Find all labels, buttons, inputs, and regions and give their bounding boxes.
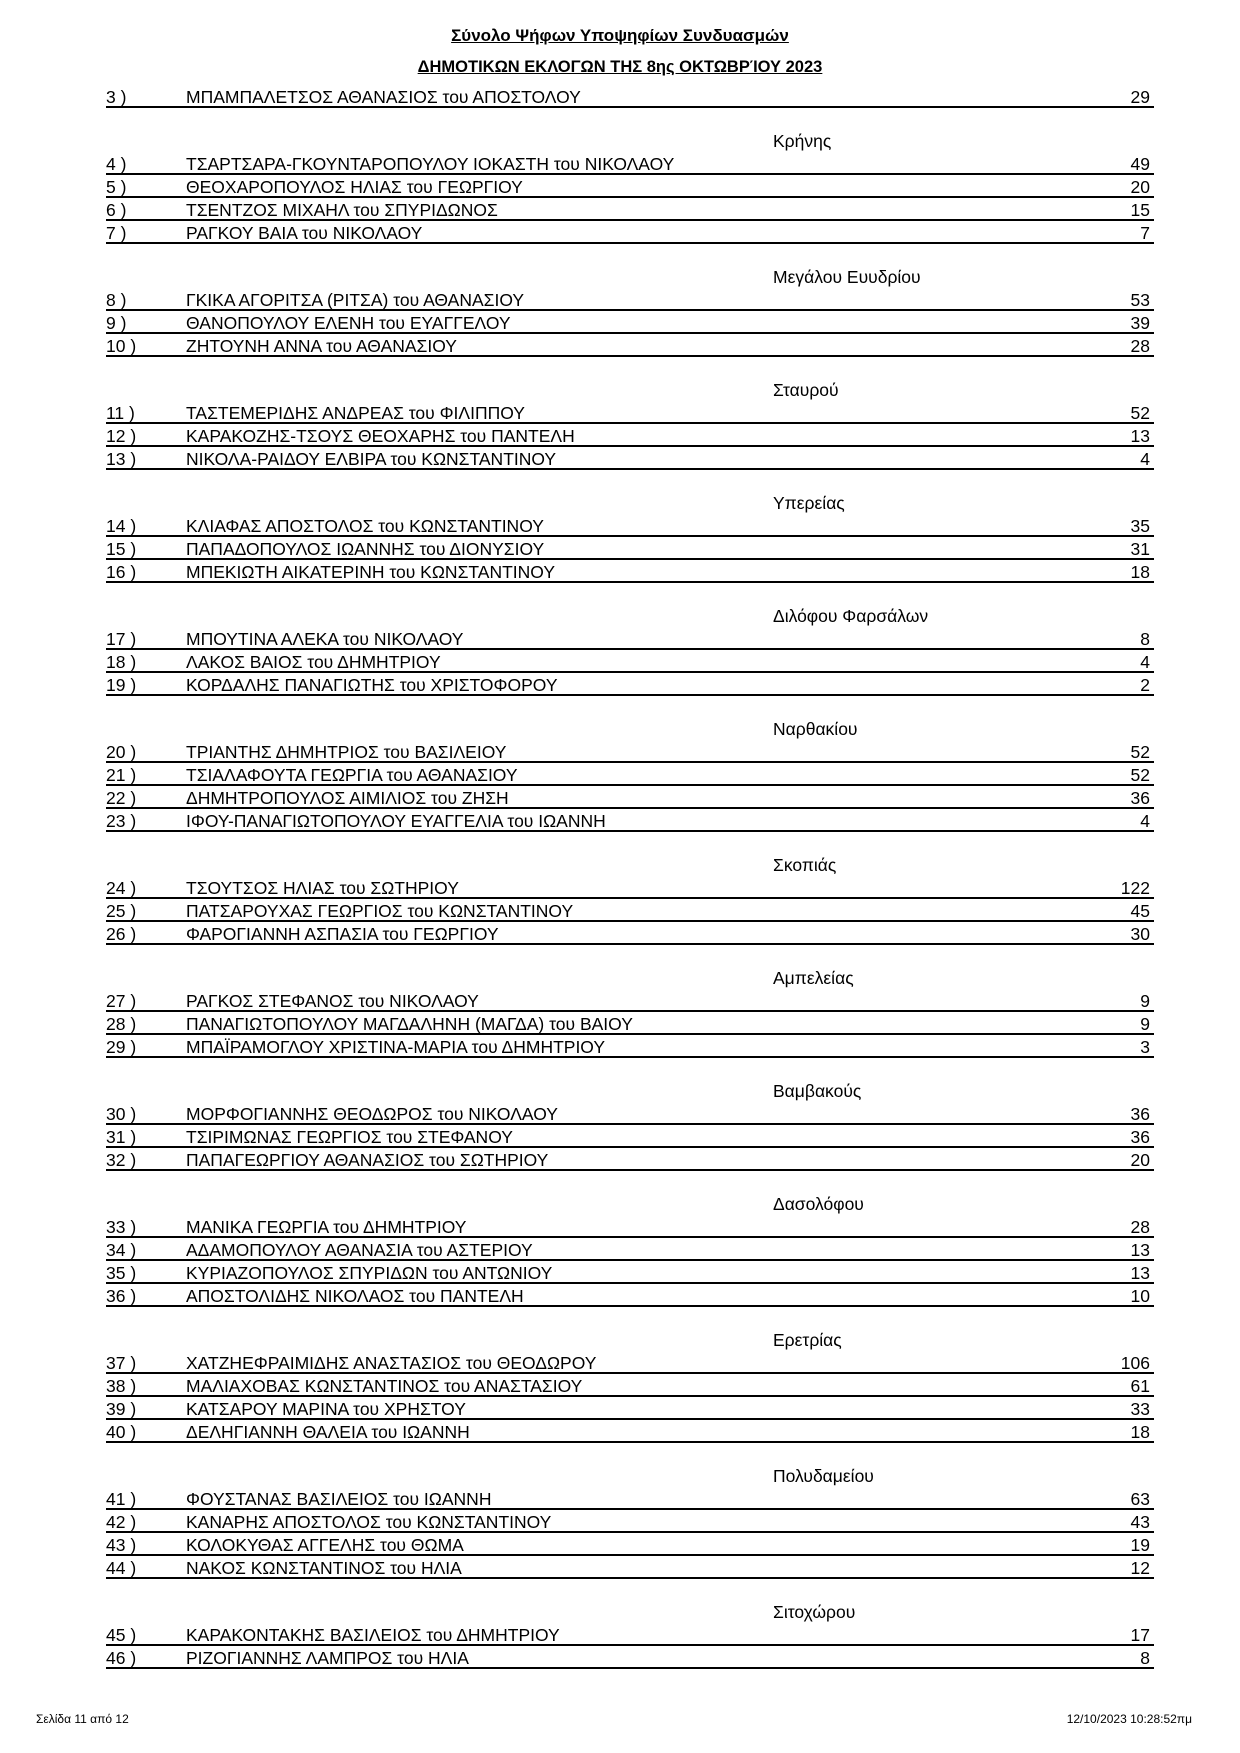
row-number: 19 ) [106, 675, 137, 695]
table-row [106, 1215, 1154, 1238]
table-row [106, 1510, 1154, 1533]
vote-count: 33 [1130, 1399, 1150, 1419]
print-datetime: 12/10/2023 10:28:52πμ [1066, 1712, 1192, 1726]
vote-count: 13 [1130, 426, 1150, 446]
candidate-name: ΓΚΙΚΑ ΑΓΟΡΙΤΣΑ (ΡΙΤΣΑ) του ΑΘΑΝΑΣΙΟΥ [186, 290, 525, 310]
vote-count: 28 [1130, 1217, 1150, 1237]
group-spacer [106, 470, 1154, 489]
candidate-name: ΤΣΙΡΙΜΩΝΑΣ ΓΕΩΡΓΙΟΣ του ΣΤΕΦΑΝΟΥ [186, 1127, 513, 1147]
vote-count: 35 [1130, 516, 1150, 536]
row-number: 34 ) [106, 1240, 137, 1260]
section-name: Μεγάλου Ευυδρίου [773, 267, 921, 287]
row-number: 3 ) [106, 87, 127, 107]
candidate-name: ΡΑΓΚΟΥ ΒΑΙΑ του ΝΙΚΟΛΑΟΥ [186, 223, 423, 243]
row-number: 4 ) [106, 154, 127, 174]
table-row [106, 1646, 1154, 1669]
section-name: Υπερείας [773, 493, 845, 513]
vote-count: 18 [1130, 1422, 1150, 1442]
table-row [106, 627, 1154, 650]
group-spacer [106, 1171, 1154, 1190]
page-title: Σύνολο Ψήφων Υποψηφίων Συνδυασμών [451, 26, 789, 45]
table-row [106, 311, 1154, 334]
row-number: 28 ) [106, 1014, 137, 1034]
group-spacer [106, 108, 1154, 127]
table-row [106, 1035, 1154, 1058]
vote-count: 106 [1120, 1353, 1150, 1373]
results-table [106, 85, 1154, 1669]
table-row [106, 989, 1154, 1012]
table-row [106, 1238, 1154, 1261]
row-number: 10 ) [106, 336, 137, 356]
section-header [106, 715, 1154, 740]
vote-count: 8 [1140, 1648, 1150, 1668]
candidate-name: ΧΑΤΖΗΕΦΡΑΙΜΙΔΗΣ ΑΝΑΣΤΑΣΙΟΣ του ΘΕΟΔΩΡΟΥ [186, 1353, 597, 1373]
table-row [106, 221, 1154, 244]
section-name: Πολυδαμείου [773, 1466, 874, 1486]
table-row [106, 447, 1154, 470]
row-number: 46 ) [106, 1648, 137, 1668]
table-row [106, 514, 1154, 537]
table-row [106, 1351, 1154, 1374]
candidate-name: ΜΑΝΙΚΑ ΓΕΩΡΓΙΑ του ΔΗΜΗΤΡΙΟΥ [186, 1217, 467, 1237]
candidate-name: ΦΑΡΟΓΙΑΝΝΗ ΑΣΠΑΣΙΑ του ΓΕΩΡΓΙΟΥ [186, 924, 499, 944]
table-row [106, 1261, 1154, 1284]
table-row [106, 1374, 1154, 1397]
candidate-name: ΜΟΡΦΟΓΙΑΝΝΗΣ ΘΕΟΔΩΡΟΣ του ΝΙΚΟΛΑΟΥ [186, 1104, 558, 1124]
candidate-name: ΤΣΕΝΤΖΟΣ ΜΙΧΑΗΛ του ΣΠΥΡΙΔΩΝΟΣ [186, 200, 498, 220]
group-spacer [106, 357, 1154, 376]
section-header [106, 376, 1154, 401]
table-row [106, 740, 1154, 763]
row-number: 22 ) [106, 788, 137, 808]
vote-count: 2 [1140, 675, 1150, 695]
candidate-name: ΠΑΠΑΔΟΠΟΥΛΟΣ ΙΩΑΝΝΗΣ του ΔΙΟΝΥΣΙΟΥ [186, 539, 545, 559]
candidate-name: ΚΑΝΑΡΗΣ ΑΠΟΣΤΟΛΟΣ του ΚΩΝΣΤΑΝΤΙΝΟΥ [186, 1512, 552, 1532]
candidate-name: ΑΠΟΣΤΟΛΙΔΗΣ ΝΙΚΟΛΑΟΣ του ΠΑΝΤΕΛΗ [186, 1286, 524, 1306]
row-number: 17 ) [106, 629, 137, 649]
candidate-name: ΦΟΥΣΤΑΝΑΣ ΒΑΣΙΛΕΙΟΣ του ΙΩΑΝΝΗ [186, 1489, 492, 1509]
section-name: Δασολόφου [773, 1194, 864, 1214]
row-number: 14 ) [106, 516, 137, 536]
vote-count: 31 [1130, 539, 1150, 559]
vote-count: 36 [1130, 1104, 1150, 1124]
candidate-name: ΚΑΡΑΚΟΝΤΑΚΗΣ ΒΑΣΙΛΕΙΟΣ του ΔΗΜΗΤΡΙΟΥ [186, 1625, 560, 1645]
vote-count: 45 [1130, 901, 1150, 921]
section-name: Αμπελείας [773, 968, 854, 988]
table-row [106, 560, 1154, 583]
vote-count: 39 [1130, 313, 1150, 333]
table-row [106, 424, 1154, 447]
row-number: 25 ) [106, 901, 137, 921]
section-name: Σταυρού [773, 380, 839, 400]
candidate-name: ΝΙΚΟΛΑ-ΡΑΙΔΟΥ ΕΛΒΙΡΑ του ΚΩΝΣΤΑΝΤΙΝΟΥ [186, 449, 557, 469]
row-number: 38 ) [106, 1376, 137, 1396]
table-row [106, 334, 1154, 357]
vote-count: 12 [1130, 1558, 1150, 1578]
vote-count: 7 [1140, 223, 1150, 243]
table-row [106, 85, 1154, 108]
row-number: 24 ) [106, 878, 137, 898]
vote-count: 43 [1130, 1512, 1150, 1532]
section-header [106, 964, 1154, 989]
candidate-name: ΔΕΛΗΓΙΑΝΝΗ ΘΑΛΕΙΑ του ΙΩΑΝΝΗ [186, 1422, 470, 1442]
candidate-name: ΚΟΛΟΚΥΘΑΣ ΑΓΓΕΛΗΣ του ΘΩΜΑ [186, 1535, 464, 1555]
vote-count: 53 [1130, 290, 1150, 310]
candidate-name: ΜΠΕΚΙΩΤΗ ΑΙΚΑΤΕΡΙΝΗ του ΚΩΝΣΤΑΝΤΙΝΟΥ [186, 562, 555, 582]
row-number: 37 ) [106, 1353, 137, 1373]
vote-count: 122 [1120, 878, 1150, 898]
vote-count: 52 [1130, 765, 1150, 785]
row-number: 39 ) [106, 1399, 137, 1419]
section-header [106, 1598, 1154, 1623]
vote-count: 18 [1130, 562, 1150, 582]
table-row [106, 198, 1154, 221]
candidate-name: ΡΙΖΟΓΙΑΝΝΗΣ ΛΑΜΠΡΟΣ του ΗΛΙΑ [186, 1648, 469, 1668]
table-row [106, 537, 1154, 560]
row-number: 33 ) [106, 1217, 137, 1237]
table-row [106, 1397, 1154, 1420]
vote-count: 4 [1140, 811, 1150, 831]
table-row [106, 288, 1154, 311]
candidate-name: ΠΑΠΑΓΕΩΡΓΙΟΥ ΑΘΑΝΑΣΙΟΣ του ΣΩΤΗΡΙΟΥ [186, 1150, 549, 1170]
row-number: 9 ) [106, 313, 127, 333]
vote-count: 30 [1130, 924, 1150, 944]
vote-count: 20 [1130, 177, 1150, 197]
table-row [106, 1623, 1154, 1646]
candidate-name: ΚΑΤΣΑΡΟΥ ΜΑΡΙΝΑ του ΧΡΗΣΤΟΥ [186, 1399, 466, 1419]
table-row [106, 1284, 1154, 1307]
vote-count: 63 [1130, 1489, 1150, 1509]
row-number: 15 ) [106, 539, 137, 559]
candidate-name: ΔΗΜΗΤΡΟΠΟΥΛΟΣ ΑΙΜΙΛΙΟΣ του ΖΗΣΗ [186, 788, 509, 808]
table-row [106, 876, 1154, 899]
vote-count: 15 [1130, 200, 1150, 220]
row-number: 29 ) [106, 1037, 137, 1057]
candidate-name: ΜΠΟΥΤΙΝΑ ΑΛΕΚΑ του ΝΙΚΟΛΑΟΥ [186, 629, 464, 649]
section-header [106, 1326, 1154, 1351]
group-spacer [106, 583, 1154, 602]
vote-count: 52 [1130, 742, 1150, 762]
vote-count: 9 [1140, 1014, 1150, 1034]
section-header [106, 263, 1154, 288]
candidate-name: ΜΑΛΙΑΧΟΒΑΣ ΚΩΝΣΤΑΝΤΙΝΟΣ του ΑΝΑΣΤΑΣΙΟΥ [186, 1376, 583, 1396]
table-row [106, 763, 1154, 786]
vote-count: 20 [1130, 1150, 1150, 1170]
table-row [106, 1487, 1154, 1510]
section-header [106, 602, 1154, 627]
table-row [106, 899, 1154, 922]
table-row [106, 1556, 1154, 1579]
row-number: 35 ) [106, 1263, 137, 1283]
candidate-name: ΙΦΟΥ-ΠΑΝΑΓΙΩΤΟΠΟΥΛΟΥ ΕΥΑΓΓΕΛΙΑ του ΙΩΑΝΝΗ [186, 811, 606, 831]
candidate-name: ΝΑΚΟΣ ΚΩΝΣΤΑΝΤΙΝΟΣ του ΗΛΙΑ [186, 1558, 462, 1578]
table-row [106, 1148, 1154, 1171]
row-number: 23 ) [106, 811, 137, 831]
section-name: Ερετρίας [773, 1330, 842, 1350]
table-row [106, 1420, 1154, 1443]
candidate-name: ΘΕΟΧΑΡΟΠΟΥΛΟΣ ΗΛΙΑΣ του ΓΕΩΡΓΙΟΥ [186, 177, 523, 197]
candidate-name: ΤΣΑΡΤΣΑΡΑ-ΓΚΟΥΝΤΑΡΟΠΟΥΛΟΥ ΙΟΚΑΣΤΗ του ΝΙΚΟΛΑΟΥ [186, 154, 675, 174]
group-spacer [106, 696, 1154, 715]
table-row [106, 1012, 1154, 1035]
row-number: 36 ) [106, 1286, 137, 1306]
candidate-name: ΤΣΟΥΤΣΟΣ ΗΛΙΑΣ του ΣΩΤΗΡΙΟΥ [186, 878, 459, 898]
row-number: 30 ) [106, 1104, 137, 1124]
section-name: Διλόφου Φαρσάλων [773, 606, 929, 626]
row-number: 16 ) [106, 562, 137, 582]
section-header [106, 127, 1154, 152]
candidate-name: ΘΑΝΟΠΟΥΛΟΥ ΕΛΕΝΗ του ΕΥΑΓΓΕΛΟΥ [186, 313, 511, 333]
candidate-name: ΚΟΡΔΑΛΗΣ ΠΑΝΑΓΙΩΤΗΣ του ΧΡΙΣΤΟΦΟΡΟΥ [186, 675, 558, 695]
row-number: 26 ) [106, 924, 137, 944]
page-subtitle: ΔΗΜΟΤΙΚΩΝ ΕΚΛΟΓΩΝ ΤΗΣ 8ης ΟΚΤΩΒΡΊΟΥ 2023 [417, 58, 823, 76]
section-header [106, 1462, 1154, 1487]
vote-count: 49 [1130, 154, 1150, 174]
candidate-name: ΤΣΙΑΛΑΦΟΥΤΑ ΓΕΩΡΓΙΑ του ΑΘΑΝΑΣΙΟΥ [186, 765, 518, 785]
row-number: 13 ) [106, 449, 137, 469]
vote-count: 52 [1130, 403, 1150, 423]
table-row [106, 673, 1154, 696]
table-row [106, 401, 1154, 424]
table-row [106, 1533, 1154, 1556]
table-row [106, 922, 1154, 945]
row-number: 43 ) [106, 1535, 137, 1555]
row-number: 8 ) [106, 290, 127, 310]
vote-count: 28 [1130, 336, 1150, 356]
table-row [106, 1125, 1154, 1148]
table-row [106, 809, 1154, 832]
vote-count: 4 [1140, 652, 1150, 672]
candidate-name: ΚΑΡΑΚΟΖΗΣ-ΤΣΟΥΣ ΘΕΟΧΑΡΗΣ του ΠΑΝΤΕΛΗ [186, 426, 575, 446]
section-name: Σκοπιάς [773, 855, 837, 875]
row-number: 11 ) [106, 403, 135, 423]
vote-count: 36 [1130, 1127, 1150, 1147]
row-number: 12 ) [106, 426, 137, 446]
row-number: 5 ) [106, 177, 127, 197]
candidate-name: ΛΑΚΟΣ ΒΑΙΟΣ του ΔΗΜΗΤΡΙΟΥ [186, 652, 441, 672]
candidate-name: ΜΠΑΜΠΑΛΕΤΣΟΣ ΑΘΑΝΑΣΙΟΣ του ΑΠΟΣΤΟΛΟΥ [186, 87, 581, 107]
group-spacer [106, 244, 1154, 263]
row-number: 31 ) [106, 1127, 137, 1147]
group-spacer [106, 945, 1154, 964]
candidate-name: ΠΑΤΣΑΡΟΥΧΑΣ ΓΕΩΡΓΙΟΣ του ΚΩΝΣΤΑΝΤΙΝΟΥ [186, 901, 574, 921]
table-row [106, 152, 1154, 175]
vote-count: 17 [1130, 1625, 1150, 1645]
vote-count: 19 [1130, 1535, 1150, 1555]
section-name: Σιτοχώρου [773, 1602, 856, 1622]
section-name: Κρήνης [773, 131, 832, 151]
section-header [106, 851, 1154, 876]
row-number: 40 ) [106, 1422, 137, 1442]
section-name: Βαμβακούς [773, 1081, 862, 1101]
row-number: 18 ) [106, 652, 137, 672]
candidate-name: ΚΥΡΙΑΖΟΠΟΥΛΟΣ ΣΠΥΡΙΔΩΝ του ΑΝΤΩΝΙΟΥ [186, 1263, 553, 1283]
group-spacer [106, 832, 1154, 851]
section-header [106, 489, 1154, 514]
section-header [106, 1190, 1154, 1215]
group-spacer [106, 1443, 1154, 1462]
vote-count: 13 [1130, 1240, 1150, 1260]
vote-count: 4 [1140, 449, 1150, 469]
vote-count: 61 [1130, 1376, 1150, 1396]
table-row [106, 175, 1154, 198]
candidate-name: ΚΛΙΑΦΑΣ ΑΠΟΣΤΟΛΟΣ του ΚΩΝΣΤΑΝΤΙΝΟΥ [186, 516, 544, 536]
candidate-name: ΜΠΑΪΡΑΜΟΓΛΟΥ ΧΡΙΣΤΙΝΑ-ΜΑΡΙΑ του ΔΗΜΗΤΡΙΟΥ [186, 1037, 606, 1057]
row-number: 7 ) [106, 223, 127, 243]
row-number: 20 ) [106, 742, 137, 762]
vote-count: 9 [1140, 991, 1150, 1011]
candidate-name: ΖΗΤΟΥΝΗ ΑΝΝΑ του ΑΘΑΝΑΣΙΟΥ [186, 336, 457, 356]
section-name: Ναρθακίου [773, 719, 858, 739]
row-number: 6 ) [106, 200, 127, 220]
row-number: 41 ) [106, 1489, 137, 1509]
vote-count: 29 [1130, 87, 1150, 107]
vote-count: 3 [1140, 1037, 1150, 1057]
table-row [106, 786, 1154, 809]
table-row [106, 1102, 1154, 1125]
table-row [106, 650, 1154, 673]
vote-count: 36 [1130, 788, 1150, 808]
candidate-name: ΑΔΑΜΟΠΟΥΛΟΥ ΑΘΑΝΑΣΙΑ του ΑΣΤΕΡΙΟΥ [186, 1240, 533, 1260]
row-number: 27 ) [106, 991, 137, 1011]
section-header [106, 1077, 1154, 1102]
row-number: 32 ) [106, 1150, 137, 1170]
row-number: 42 ) [106, 1512, 137, 1532]
candidate-name: ΤΑΣΤΕΜΕΡΙΔΗΣ ΑΝΔΡΕΑΣ του ΦΙΛΙΠΠΟΥ [186, 403, 525, 423]
candidate-name: ΡΑΓΚΟΣ ΣΤΕΦΑΝΟΣ του ΝΙΚΟΛΑΟΥ [186, 991, 479, 1011]
row-number: 21 ) [106, 765, 137, 785]
vote-count: 10 [1130, 1286, 1150, 1306]
page-number: Σελίδα 11 από 12 [36, 1712, 129, 1726]
vote-count: 8 [1140, 629, 1150, 649]
group-spacer [106, 1307, 1154, 1326]
group-spacer [106, 1579, 1154, 1598]
group-spacer [106, 1058, 1154, 1077]
row-number: 44 ) [106, 1558, 137, 1578]
candidate-name: ΤΡΙΑΝΤΗΣ ΔΗΜΗΤΡΙΟΣ του ΒΑΣΙΛΕΙΟΥ [186, 742, 507, 762]
vote-count: 13 [1130, 1263, 1150, 1283]
row-number: 45 ) [106, 1625, 137, 1645]
candidate-name: ΠΑΝΑΓΙΩΤΟΠΟΥΛΟΥ ΜΑΓΔΑΛΗΝΗ (ΜΑΓΔΑ) του ΒΑΙΟΥ [186, 1014, 633, 1034]
